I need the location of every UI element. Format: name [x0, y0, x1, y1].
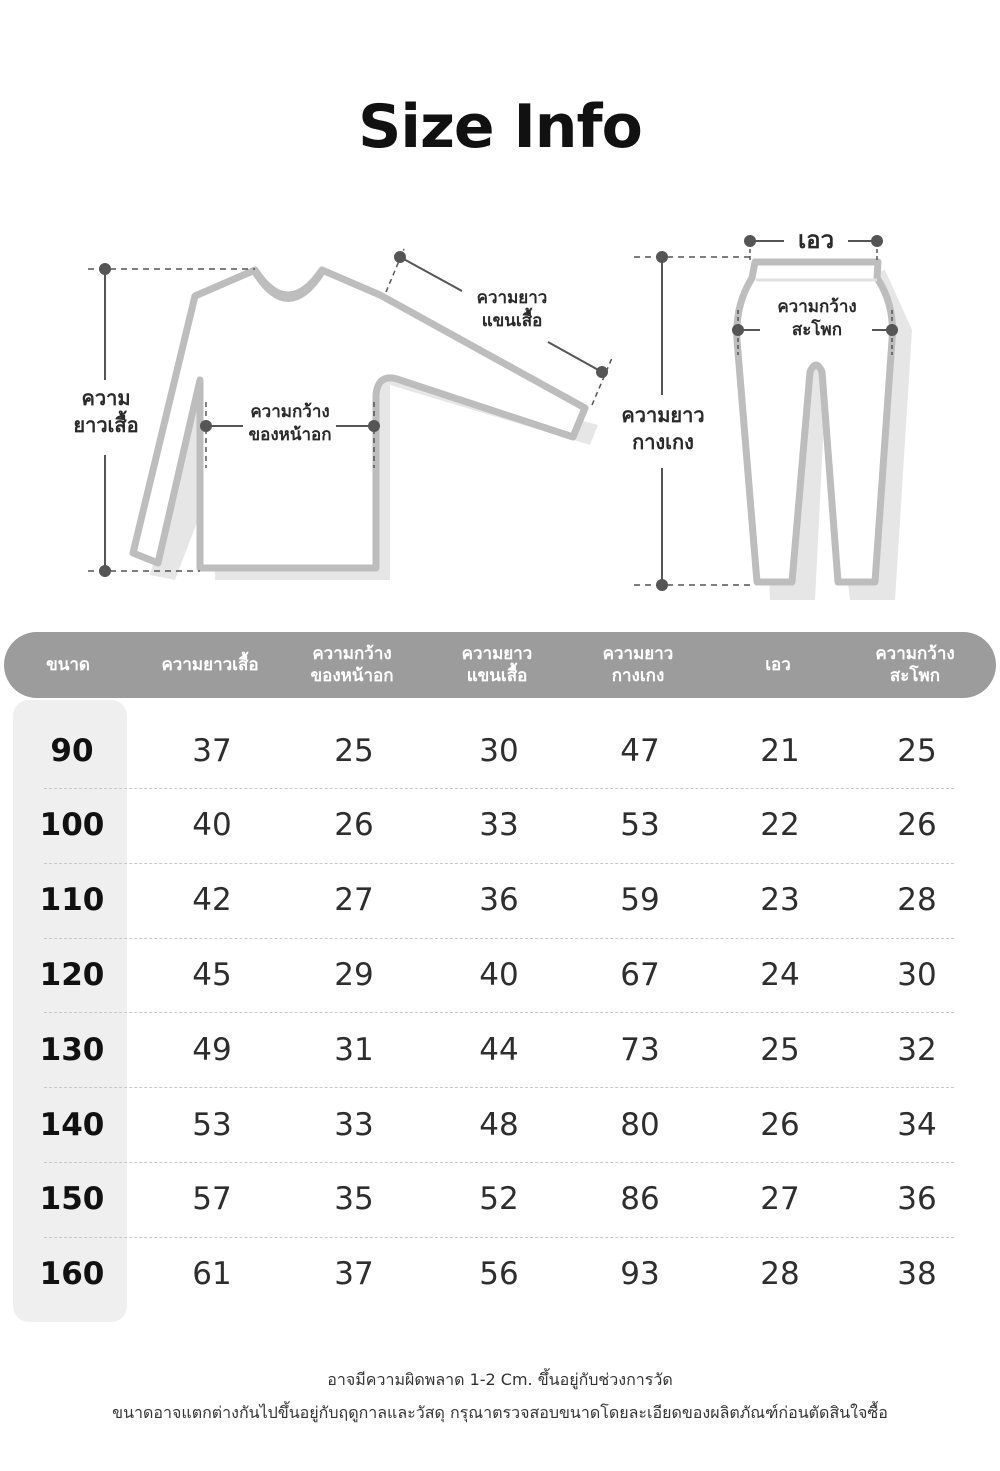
measurement-cell: 23: [760, 882, 800, 919]
measurement-cell: 32: [897, 1031, 937, 1068]
measurement-cell: 67: [620, 956, 660, 993]
chest-width-line2: ของหน้าอก: [248, 424, 332, 445]
size-diagram: [0, 210, 1000, 620]
size-cell: 150: [39, 1181, 105, 1218]
measurement-cell: 34: [897, 1106, 937, 1143]
measurement-cell: 42: [192, 882, 232, 919]
shirt-length-label: [58, 385, 154, 439]
size-cell: 110: [39, 882, 105, 919]
measurement-cell: 52: [479, 1181, 519, 1218]
size-cell: 140: [39, 1106, 105, 1143]
header-sleeve-length-text: แขนเสื้อ: [466, 666, 528, 686]
measurement-cell: 80: [620, 1106, 660, 1143]
measurement-cell: 40: [479, 956, 519, 993]
measurement-cell: 36: [479, 882, 519, 919]
table-row: [39, 863, 954, 939]
chest-width-line1: ความกว้าง: [250, 402, 330, 422]
measurement-cell: 40: [192, 807, 232, 844]
measurement-cell: 37: [192, 732, 232, 769]
size-cell: 120: [39, 956, 105, 993]
measurement-cell: 30: [479, 732, 519, 769]
size-cell: 100: [39, 807, 105, 844]
measurement-cell: 31: [334, 1031, 374, 1068]
hip-width-line1: ความกว้าง: [777, 297, 857, 317]
measurement-cell: 26: [760, 1106, 800, 1143]
header-sleeve-length: [427, 632, 567, 698]
measurement-cell: 35: [334, 1181, 374, 1218]
measurement-cell: 53: [620, 807, 660, 844]
header-size-text: ขนาด: [46, 654, 90, 675]
measurement-cell: 25: [760, 1031, 800, 1068]
measurement-cell: 48: [479, 1106, 519, 1143]
footnote-disclaimer: ขนาดอาจแตกต่างกันไปขึ้นอยู่กับฤดูกาลและวัสดุ กรุณาตรวจสอบขนาดโดยละเอียดของผลิตภัณฑ์ก่อนตัดสินใจซื้อ: [112, 1403, 888, 1422]
table-row: [39, 788, 954, 864]
measurement-cell: 22: [760, 807, 800, 844]
measurement-cell: 25: [334, 732, 374, 769]
header-waist-text: เอว: [765, 654, 791, 675]
measurement-cell: 59: [620, 882, 660, 919]
measurement-cell: 28: [760, 1256, 800, 1293]
size-cell: 90: [50, 732, 94, 769]
header-pants-length-text: กางเกง: [611, 666, 665, 686]
header-pants-length: [568, 632, 708, 698]
measurement-cell: 61: [192, 1256, 232, 1293]
sleeve-length-label: [460, 287, 564, 333]
measurement-cell: 27: [760, 1181, 800, 1218]
measurement-cell: 28: [897, 882, 937, 919]
header-chest-width-text: ของหน้าอก: [310, 666, 394, 686]
sleeve-length-line1: ความยาว: [476, 288, 548, 308]
header-chest-width: [282, 632, 422, 698]
pants-length-label: [616, 402, 710, 456]
measurement-cell: 21: [760, 732, 800, 769]
footnote-tolerance: อาจมีความผิดพลาด 1-2 Cm. ขึ้นอยู่กับช่วงการวัด: [327, 1370, 673, 1389]
hip-width-line2: สะโพก: [791, 319, 843, 340]
measurement-cell: 57: [192, 1181, 232, 1218]
measurement-cell: 33: [334, 1106, 374, 1143]
measurement-cell: 45: [192, 956, 232, 993]
header-shirt-length-text: ความยาวเสื้อ: [161, 654, 259, 675]
pants-length-line1: ความยาว: [621, 403, 705, 427]
header-hip-width-text: ความกว้าง: [875, 643, 955, 664]
measurement-cell: 38: [897, 1256, 937, 1293]
sleeve-length-line2: แขนเสื้อ: [481, 310, 543, 331]
measurement-cell: 25: [897, 732, 937, 769]
table-row: [44, 713, 954, 789]
table-row: [39, 1012, 954, 1088]
table-row: [39, 937, 954, 1013]
shirt-length-line2: ยาวเสื้อ: [73, 413, 139, 437]
header-size: [0, 632, 138, 698]
measurement-cell: 26: [897, 807, 937, 844]
measurement-cell: 24: [760, 956, 800, 993]
table-header: [4, 632, 996, 698]
header-pants-length-text: ความยาว: [602, 643, 674, 664]
measurement-cell: 27: [334, 882, 374, 919]
header-hip-width: [845, 632, 985, 698]
measurement-cell: 29: [334, 956, 374, 993]
measurement-cell: 37: [334, 1256, 374, 1293]
waist-label: เอว: [797, 226, 835, 254]
header-chest-width-text: ความกว้าง: [312, 643, 392, 664]
header-waist: [708, 632, 848, 698]
measurement-cell: 53: [192, 1106, 232, 1143]
table-row: [39, 1087, 954, 1163]
measurement-cell: 93: [620, 1256, 660, 1293]
header-shirt-length: [140, 632, 280, 698]
measurement-cell: 33: [479, 807, 519, 844]
page-title: Size Info: [358, 92, 642, 162]
header-sleeve-length-text: ความยาว: [461, 643, 533, 664]
measurement-cell: 56: [479, 1256, 519, 1293]
measurement-cell: 86: [620, 1181, 660, 1218]
hip-width-label: [762, 296, 872, 342]
measurement-cell: 30: [897, 956, 937, 993]
table-row: [39, 1237, 954, 1312]
size-cell: 160: [39, 1256, 105, 1293]
shirt-length-line1: ความ: [81, 386, 131, 410]
measurement-cell: 47: [620, 732, 660, 769]
header-hip-width-text: สะโพก: [889, 666, 941, 686]
size-cell: 130: [39, 1031, 105, 1068]
measurement-cell: 49: [192, 1031, 232, 1068]
table-row: [39, 1162, 954, 1238]
pants-length-line2: กางเกง: [632, 430, 694, 454]
measurement-cell: 36: [897, 1181, 937, 1218]
chest-width-label: [232, 401, 348, 447]
measurement-cell: 26: [334, 807, 374, 844]
measurement-cell: 44: [479, 1031, 519, 1068]
measurement-cell: 73: [620, 1031, 660, 1068]
